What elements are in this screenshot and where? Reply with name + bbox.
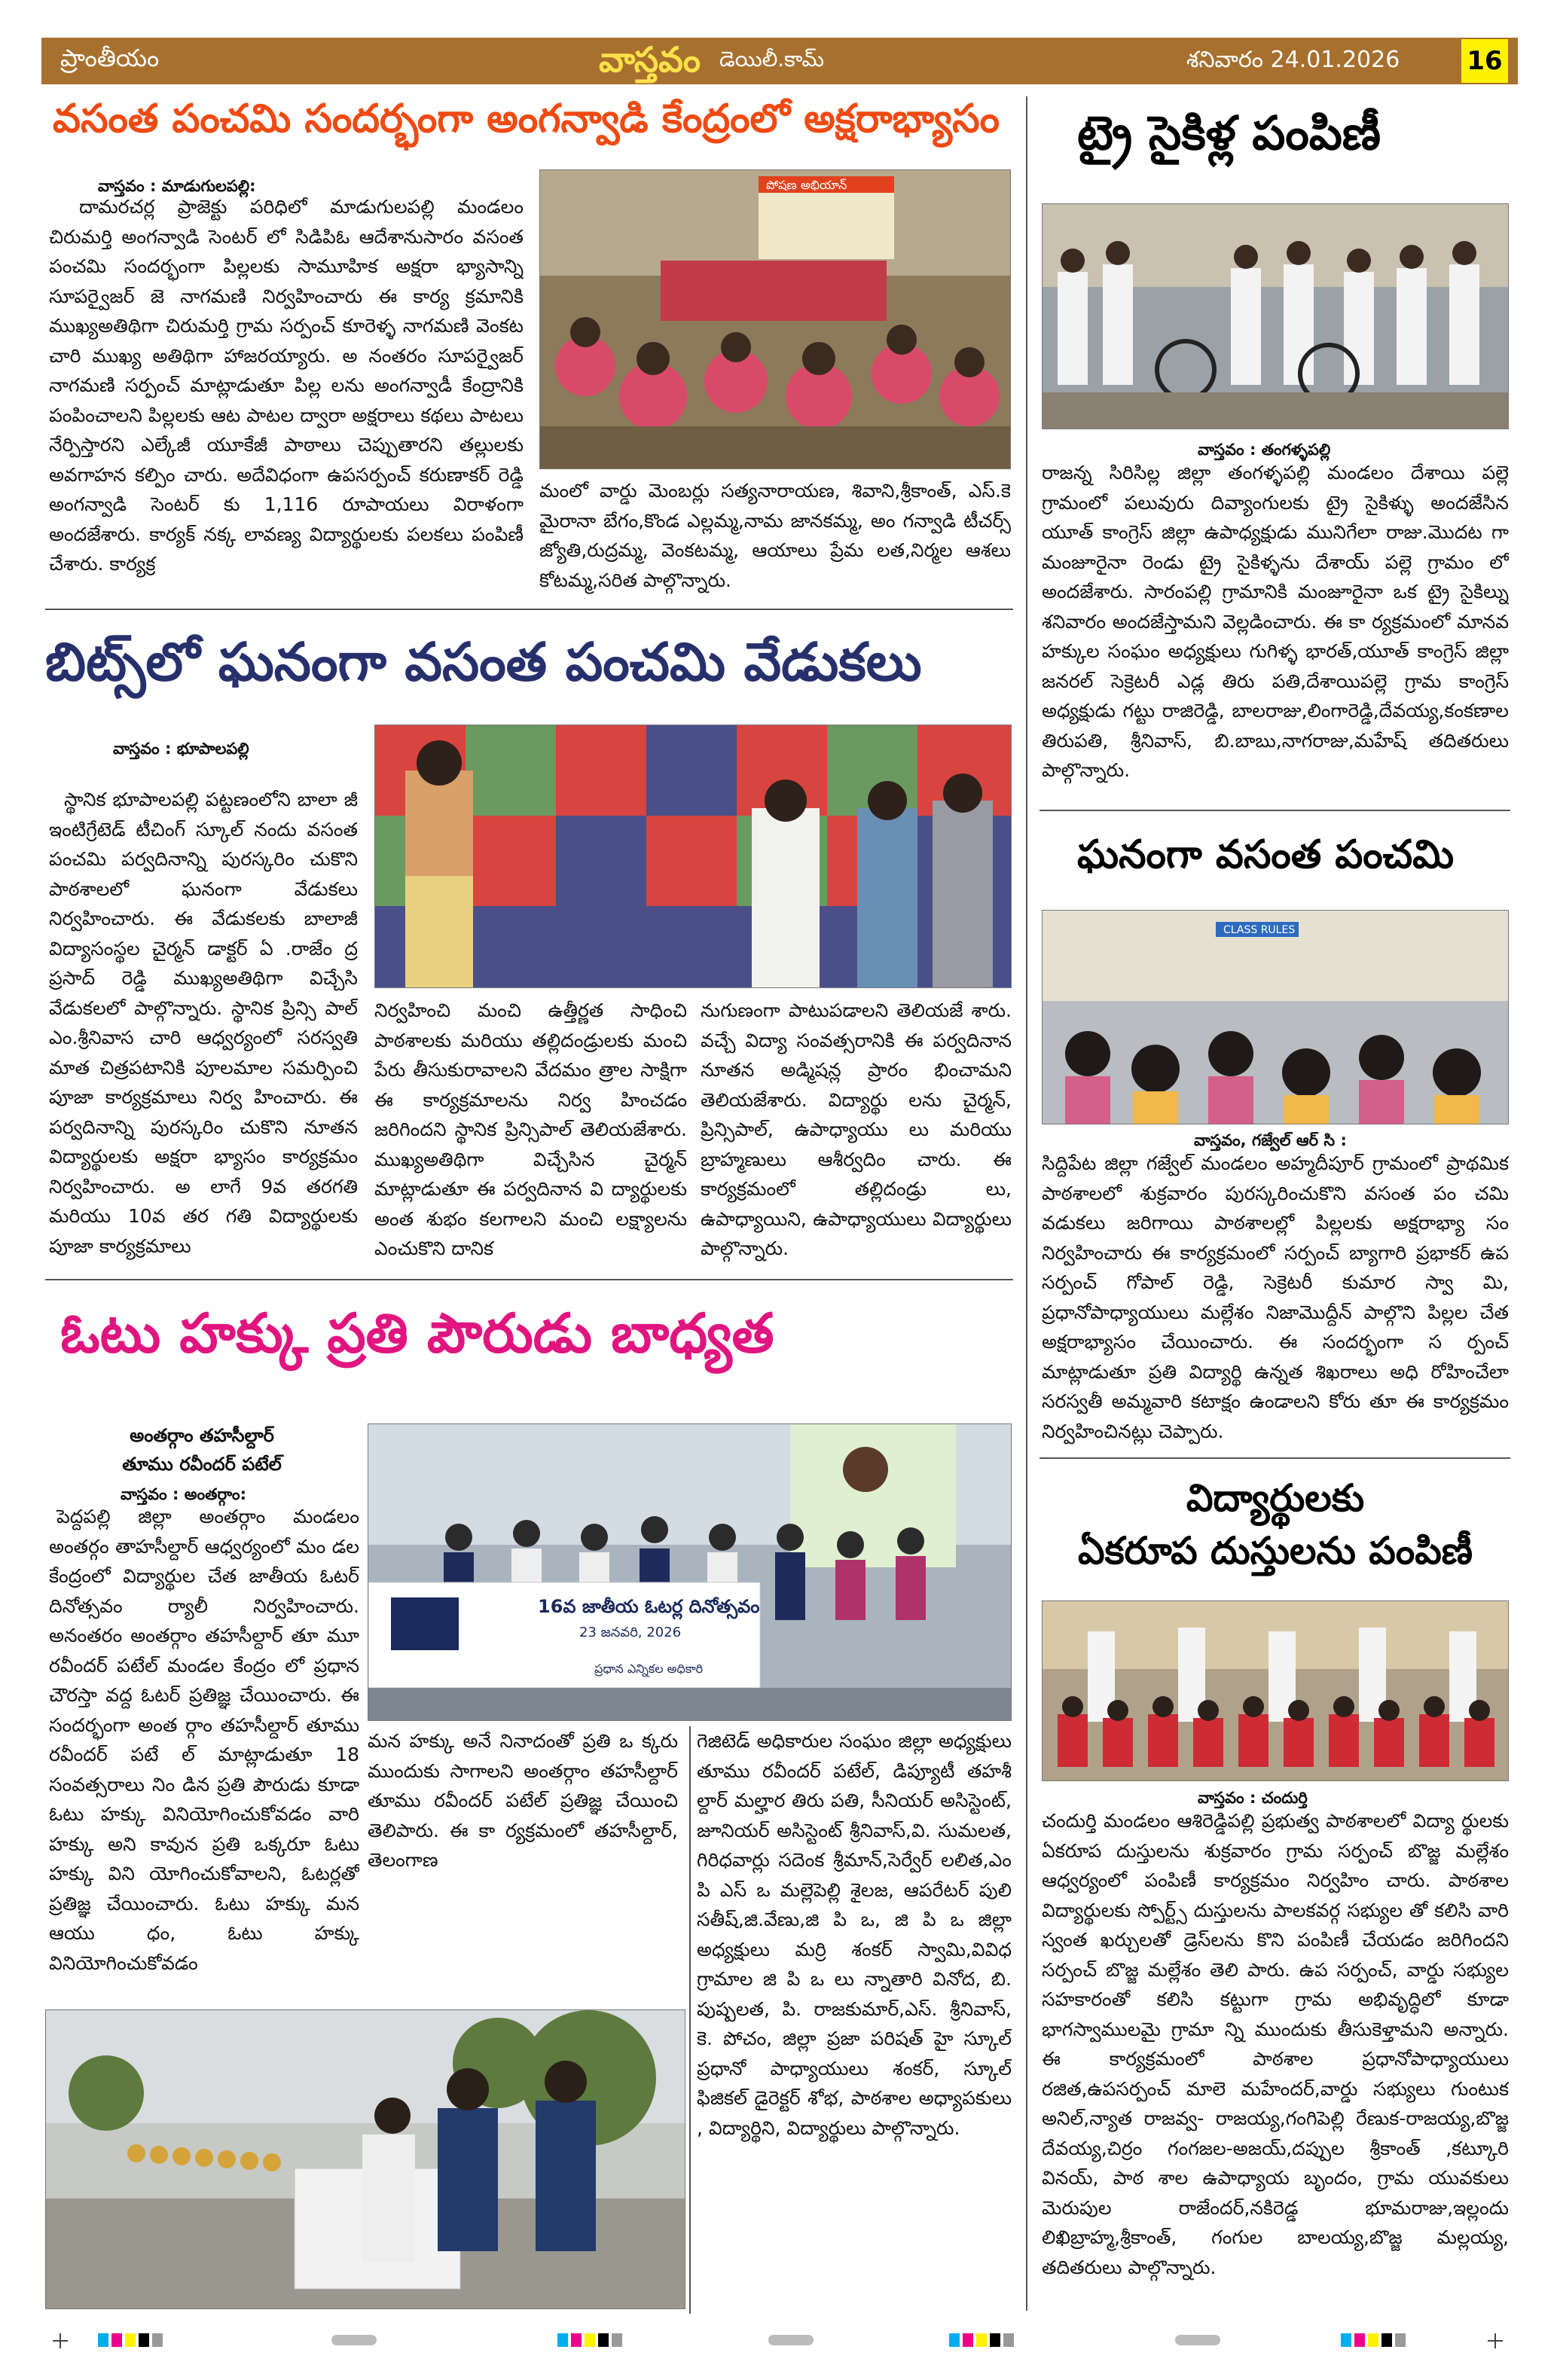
a4-dateline: వాస్తవం, గజ్వేల్ ఆర్ సి : <box>1194 1131 1347 1149</box>
a5-banner-title: 16వ జాతీయ ఓటర్ల దినోత్సవం <box>538 1596 760 1617</box>
a2-dateline: వాస్తవం : తంగళ్ళపల్లి <box>1198 441 1331 459</box>
a4-photo <box>1042 910 1509 1124</box>
a5-banner-date: 23 జనవరి, 2026 <box>579 1625 682 1640</box>
a3-headline: బిట్స్‌లో ఘనంగా వసంత పంచమి వేడుకలు <box>45 631 922 693</box>
a3-body-col2: నిర్వహించి మంచి ఉత్తీర్ణత సాధించి పాఠశాలకు మరియు తల్లిదండ్రులకు మంచి పేరు తీసుకురావాలని వేదమం త్రాల సాక్షిగా ఈ కార్యక్రమాలను నిర్వ హించడం జరిగిందని స్థానిక ప్రిన్సిపాల్ తెలియజేశారు. ముఖ్యఅతిథిగా విచ్చేసిన చైర్మన్ మాట్లాడుతూ ఈ పర్వదినాన వి ద్యార్థులకు అంత శుభం కలగాలని మంచి లక్ష్యాలను ఎంచుకొని దానిక <box>374 999 687 1259</box>
a1-photo-banner: పోషణ అభియాన్ <box>766 178 847 192</box>
a1-headline: వసంత పంచమి సందర్భంగా అంగన్వాడి కేంద్రంలో అక్షరాభ్యాసం <box>53 96 1000 142</box>
a6-photo <box>1042 1600 1509 1781</box>
print-registration-strip <box>45 2332 1514 2350</box>
a5-headline: ఓటు హక్కు ప్రతి పౌరుడు బాధ్యత <box>60 1301 774 1365</box>
divider <box>1040 810 1510 811</box>
a3-dateline: వాస్తవం : భూపాలపల్లి <box>113 740 249 758</box>
a5-byline-name: తూము రవీందర్ పటేల్ <box>122 1454 282 1475</box>
a5-photo-pledge <box>368 1423 1012 1721</box>
a5-dateline: వాస్తవం : అంతర్గాం: <box>121 1485 246 1503</box>
a1-body-col1: దామరచర్ల ప్రాజెక్టు పరిధిలో మాడుగులపల్లి మండలం చిరుమర్తి అంగన్వాడి సెంటర్ లో సిడిపిఓ ఆదేశానుసారం వసంత పంచమి సందర్భంగా పిల్లలకు సామూహిక అక్షరా భ్యాసాన్ని సూపర్వైజర్ జె నాగమణి నిర్వహించారు ఈ కార్య క్రమానికి ముఖ్యఅతిథిగా చిరుమర్తి గ్రామ సర్పంచ్ కూరెళ్ళ నాగమణి వెంకట చారి ముఖ్య అతిథిగా హాజరయ్యారు. అ నంతరం సూపర్వైజర్ నాగమణి సర్పంచ్ మాట్లాడుతూ పిల్ల లను అంగన్వాడీ కేంద్రానికి పంపించాలని పిల్లలకు ఆట పాటల ద్వారా అక్షరాలు కథలు పాటలు నేర్పిస్తారని ఎల్కేజీ యూకేజీ పాఠాలు చెప్పుతారని తల్లులకు అవగాహన కల్పిం చారు. అదేవిధంగా ఉపసర్పంచ్ కరుణాకర్ రెడ్డి అంగన్వాడి సెంటర్ కు 1,116 రూపాయలు విరాళంగా అందజేశారు. కార్యక్ నక్క లావణ్య విద్యార్థులకు పలకలు పంపిణీ చేశారు. కార్యక్ర <box>49 196 524 575</box>
a5-banner-subtitle: ప్రధాన ఎన్నికల అధికారి <box>594 1661 704 1676</box>
a4-body: సిద్దిపేట జిల్లా గజ్వేల్ మండలం అహ్మదీపూర్ గ్రామంలో ప్రాథమిక పాఠశాలలో శుక్రవారం పురస్కరించుకొని వసంత పం చమి వడుకలు జరిగాయి పాఠశాలల్లో పిల్లలకు అక్షరాభ్యా సం నిర్వహించారు ఈ కార్యక్రమంలో సర్పంచ్ బ్యాగారి ప్రభాకర్ ఉప సర్పంచ్ గోపాల్ రెడ్డి, సెక్రెటరీ కుమార స్వా మి, ప్రధానోపాధ్యాయులు మల్లేశం నిజామొద్దీన్ పాల్గొని పిల్లల చేత అక్షరాభ్యాసం చేయించారు. ఈ సందర్భంగా స ర్పంచ్ మాట్లాడుతూ ప్రతి విద్యార్థి ఉన్నత శిఖరాలు అధి రోహించేలా సరస్వతీ అమ్మవారి కటాక్షం ఉండాలని కోరు తూ ఈ కార్యక్రమం నిర్వహించినట్లు చెప్పారు. <box>1042 1152 1509 1442</box>
a2-photo <box>1042 203 1509 429</box>
a5-photo-rally <box>45 2009 685 2309</box>
page-number: 16 <box>1461 39 1508 83</box>
a4-headline: ఘనంగా వసంత పంచమి <box>1077 832 1455 877</box>
a5-body-col2: మన హక్కు అనే నినాదంతో ప్రతి ఒ క్కరు ముందుకు సాగాలని అంతర్గాం తహసీల్దార్ తూము రవీందర్ పటేల్ ప్రతిజ్ఞ చేయించి తెలిపారు. ఈ కా ర్యక్రమంలో తహసీల్దార్, తెలంగాణ <box>368 1730 678 1871</box>
a3-body-col3: నుగుణంగా పాటుపడాలని తెలియజే శారు. వచ్చే విద్యా సంవత్సరానికి ఈ పర్వదినాన నూతన అడ్మిషన్ల ప్రారం భించామని తెలియజేశారు. విద్యార్థు లను చైర్మన్, ప్రిన్సిపాల్, ఉపాధ్యాయు లు మరియు బ్రాహ్మణులు ఆశీర్వదిం చారు. ఈ కార్యక్రమంలో తల్లిదండ్రు లు, ఉపాధ్యాయిని, ఉపాధ్యాయులు విద్యార్థులు పాల్గొన్నారు. <box>701 999 1012 1259</box>
column-rule <box>689 1726 691 2314</box>
a1-photo <box>539 169 1011 469</box>
a5-byline-title: అంతర్గాం తహసీల్దార్ <box>130 1425 274 1446</box>
divider <box>45 1279 1013 1280</box>
a5-body-col3: గెజిటెడ్ అధికారుల సంఘం జిల్లా అధ్యక్షులు తూము రవీందర్ పటేల్, డిప్యూటీ తహశీ ల్దార్ మల్హార తిరు పతి, సీనియర్ అసిస్టెంట్, జూనియర్ అసిస్టెంట్ శ్రీనివాస్,వి. సుమలత, గిరిధవార్లు సదెంక శ్రీమాన్,సెర్వేర్ లలిత,ఎం పి ఎస్ ఒ మల్లెపెల్లి శైలజ, ఆపరేటర్ పులి సతీష్,జి.వేణు,జి పి ఒ, జి పి ఒ జిల్లా అధ్యక్షులు మర్రి శంకర్ స్వామి,వివిధ గ్రామాల జి పి ఒ లు న్నాతారి వినోద, బి. పుష్పలత, పి. రాజకుమార్,ఎస్. శ్రీనివాస్, కె. పోచం, జిల్లా ప్రజా పరిషత్ హై స్కూల్ ప్రధానో పాధ్యాయులు శంకర్, స్కూల్ ఫిజికల్ డైరెక్టర్ శోభ, పాఠశాల అధ్యాపకులు , విద్యార్థిని, విద్యార్థులు పాల్గొన్నారు. <box>697 1730 1012 2139</box>
brand-subtitle: డెయిలీ.కామ్ <box>719 47 825 72</box>
a2-body: రాజన్న సిరిసిల్ల జిల్లా తంగళ్ళపల్లి మండలం దేశాయి పల్లె గ్రామంలో పలువురు దివ్యాంగులకు ట్రై సైకిళ్ళు అందజేసిన యూత్ కాంగ్రెస్ జిల్లా ఉపాధ్యక్షుడు మునిగేలా రాజు.మొదట గా మంజూరైనా రెండు ట్రై సైకిళ్ళను దేశాయ్ పల్లె గ్రామం లో అందజేశారు. సారంపల్లి గ్రామానికి మంజూరైనా ఒక ట్రై సైకిల్ను శనివారం అందజేస్తామని వెల్లడించారు. ఈ కా ర్యక్రమంలో మానవ హక్కుల సంఘం అధ్యక్షులు గుగిళ్ళ భారత్,యూత్ కాంగ్రెస్ జిల్లా జనరల్ సెక్రెటరీ ఎడ్ల తిరు పతి,దేశాయిపల్లె గ్రామ కాంగ్రెస్ అధ్యక్షుడు గట్టు రాజిరెడ్డి, బాలరాజు,లింగారెడ్డి,దేవయ్య,కంకణాల తిరుపతి, శ్రీనివాస్, బి.బాబు,నాగరాజు,మహేష్ తదితరులు పాల్గొన్నారు. <box>1042 462 1509 781</box>
a3-photo <box>374 725 1012 988</box>
a2-headline: ట్రై సైకిళ్ల పంపిణీ <box>1077 105 1381 160</box>
a3-body-col1: స్థానిక భూపాలపల్లి పట్టణంలోని బాలా జీ ఇంటిగ్రేటెడ్ టీచింగ్ స్కూల్ నందు వసంత పంచమి పర్వదినాన్ని పురస్కరిం చుకొని పాఠశాలలో ఘనంగా వేడుకలు నిర్వహించారు. ఈ వేడుకలకు బాలాజీ విద్యాసంస్థల చైర్మన్ డాక్టర్ ఏ .రాజేం ద్ర ప్రసాద్ రెడ్డి ముఖ్యఅతిథిగా విచ్చేసి వేడుకలలో పాల్గొన్నారు. స్థానిక ప్రిన్సి పాల్ ఎం.శ్రీనివాస చారి ఆధ్వర్యంలో సరస్వతి మాత చిత్రపటానికి పూలమాల సమర్పించి పూజా కార్యక్రమాలు నిర్వ హించారు. ఈ పర్వదినాన్ని పురస్కరిం చుకొని నూతన విద్యార్థులకు అక్షరా భ్యాసం కార్యక్రమం నిర్వహించారు. అ లాగే 9వ తరగతి మరియు 10వ తర గతి విద్యార్థులకు పూజా కార్యక్రమాలు <box>49 789 358 1257</box>
a4-photo-banner: CLASS RULES <box>1223 924 1296 936</box>
a6-headline-line1: విద్యార్థులకు <box>1186 1476 1365 1520</box>
section-label: ప్రాంతీయం <box>60 44 160 72</box>
column-rule <box>1026 96 1027 2311</box>
divider <box>45 609 1013 610</box>
a6-headline-line2: ఏకరూప దుస్తులను పంపిణీ <box>1077 1529 1473 1573</box>
divider <box>1040 1457 1510 1459</box>
issue-date: శనివారం 24.01.2026 <box>1186 47 1400 73</box>
a6-dateline: వాస్తవం : చందుర్తి <box>1198 1789 1308 1807</box>
a6-body: చందుర్తి మండలం ఆశిరెడ్డిపల్లి ప్రభుత్వ పాఠశాలలో విద్యా ర్థులకు ఏకరూప దుస్తులను శుక్రవారం గ్రామ సర్పంచ్ బొజ్జ మల్లేశం ఆధ్వర్యంలో పంపిణీ కార్యక్రమం నిర్వహిం చారు. పాఠశాల విద్యార్థులకు స్పోర్ట్స్ దుస్తులను పాలకవర్గ సభ్యుల తో కలిసి వారి స్వంత ఖర్చులతో డ్రెస్‌లను కొని పంపిణీ చేయడం జరిగిందని సర్పంచ్ బొజ్జ మల్లేశం తెలి పారు. ఉప సర్పంచ్, వార్డు సభ్యుల సహకారంతో కలిసి కట్టుగా గ్రామ అభివృద్ధిలో కూడా భాగస్వాములమై గ్రామా న్ని ముందుకు తీసుకెళ్తామని అన్నారు. ఈ కార్యక్రమంలో పాఠశాల ప్రధానోపాధ్యాయులు రజిత,ఉపసర్పంచ్ మాలె మహేందర్,వార్డు సభ్యులు గుంటుక అనిల్,న్యాత రాజవ్వ- రాజయ్య,గంగిపెల్లి రేణుక-రాజయ్య,బొజ్జ దేవయ్య,చిర్రం గంగజల-అజయ్,దప్పుల శ్రీకాంత్ ,కట్కూరి వినయ్, పాఠ శాల ఉపాధ్యాయ బృందం, గ్రామ యువకులు మెరుపుల రాజేందర్,నకిరెడ్డ భూమరాజు,ఇల్లందు లిఖిబ్రాహ్మ,శ్రీకాంత్, గంగుల బాలయ్య,బొజ్జ మల్లయ్య, తదితరులు పాల్గొన్నారు. <box>1042 1810 1509 2278</box>
a1-dateline: వాస్తవం : మాడుగులపల్లి: <box>98 177 256 195</box>
brand-name: వాస్తవం <box>599 39 701 80</box>
a5-body-col1: పెద్దపల్లి జిల్లా అంతర్గాం మండలం అంతర్గం తాహసీల్దార్ ఆధ్వర్యంలో మం డల కేంద్రంలో విద్యార్థుల చేత జాతీయ ఓటర్ దినోత్సవం ర్యాలీ నిర్వహించారు. అనంతరం అంతర్గాం తహసీల్దార్ తూ మూ రవీందర్ పటేల్ మండల కేంద్రం లో ప్రధాన చౌరస్తా వద్ద ఓటర్ ప్రతిజ్ఞ చేయించారు. ఈ సందర్భంగా అంత ర్గాం తహసీల్దార్ తూము రవీందర్ పటే ల్ మాట్లాడుతూ 18 సంవత్సరాలు నిం డిన ప్రతి పౌరుడు కూడా ఓటు హక్కు వినియోగించుకోవడం వారి హక్కు అని కావున ప్రతి ఒక్కరూ ఓటు హక్కు విని యోగించుకోవాలని, ఓటర్లతో ప్రతిజ్ఞ చేయించారు. ఓటు హక్కు మన ఆయు ధం, ఓటు హక్కు వినియోగించుకోవడం <box>49 1506 359 1974</box>
masthead-bar <box>41 38 1518 84</box>
a1-body-col2: మంలో వార్డు మెంబర్లు సత్యనారాయణ, శివాని,శ్రీకాంత్, ఎస్.కె మైరానా బేగం,కొండ ఎల్లమ్మ,నామ జానకమ్మ, అం గన్వాడి టీచర్స్ జ్యోతి,రుద్రమ్మ, వెంకటమ్మ, ఆయాలు ప్రేమ లత,నిర్మల ఆశలు కోటమ్మ,సరిత పాల్గొన్నారు. <box>539 480 1011 591</box>
